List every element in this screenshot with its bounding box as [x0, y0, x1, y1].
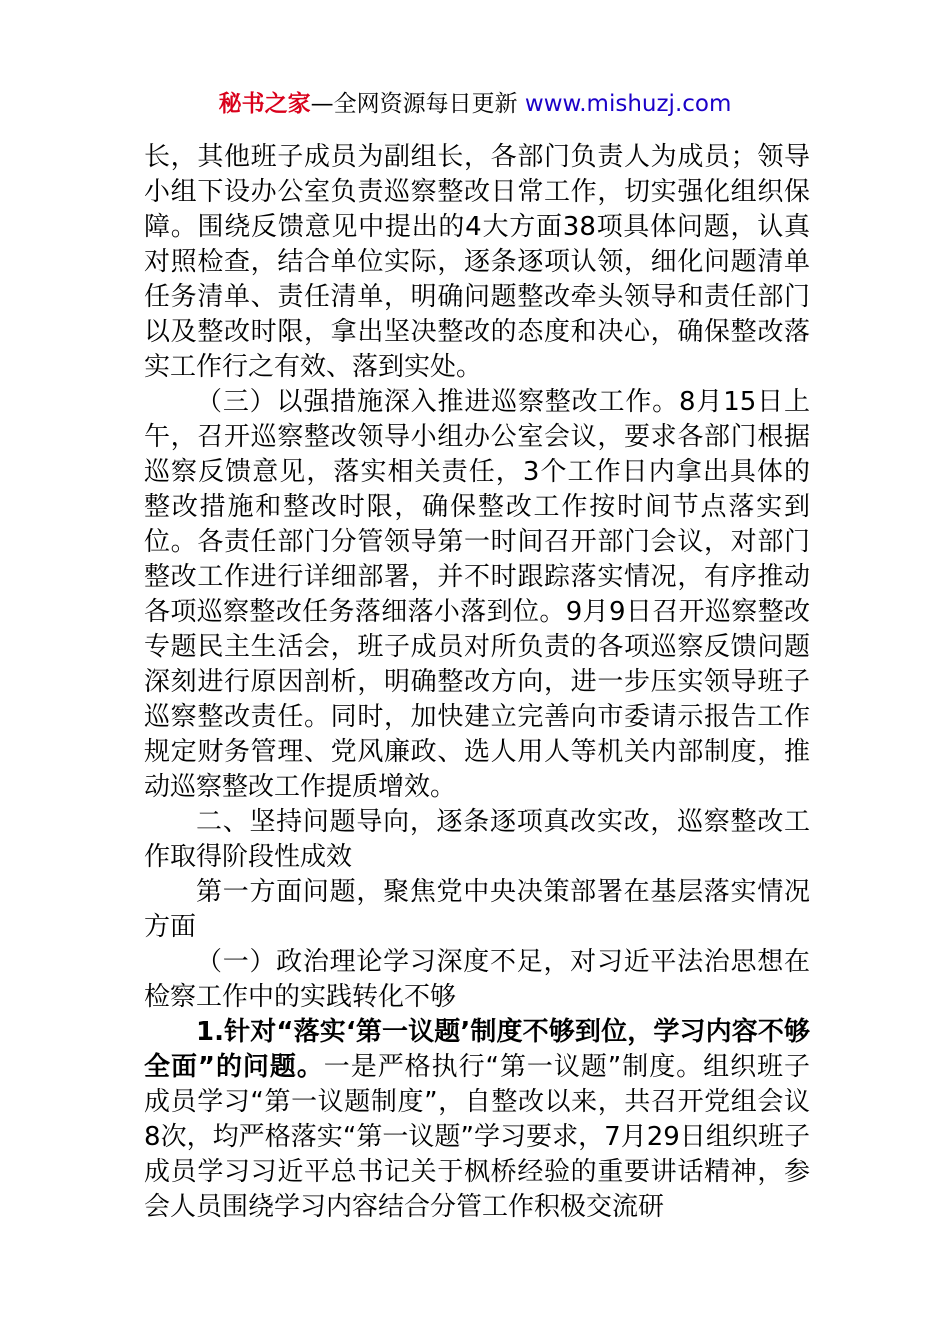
issue-heading-1: （一）政治理论学习深度不足，对习近平法治思想在检察工作中的实践转化不够 [144, 947, 810, 1012]
bold-lead-text: 1.针对“落实‘第一议题’制度不够到位，学习内容不够全面”的问题。 [144, 1017, 810, 1082]
paragraph-final [144, 1015, 810, 1225]
document-body [144, 140, 810, 1225]
paragraph-1: 长，其他班子成员为副组长，各部门负责人为成员；领导小组下设办公室负责巡察整改日常工作，切实强化组织保障。围绕反馈意见中提出的4大方面38项具体问题，认真对照检查，结合单位实际，逐条逐项认领，细化问题清单任务清单、责任清单，明确问题整改牵头领导和责任部门以及整改时限，拿出坚决整改的态度和决心，确保整改落实工作行之有效、落到实处。 [144, 142, 810, 382]
aspect-heading-1: 第一方面问题，聚焦党中央决策部署在基层落实情况方面 [144, 877, 810, 942]
site-url-link[interactable]: www.mishuzj.com [524, 91, 732, 117]
paragraph-2: （三）以强措施深入推进巡察整改工作。8月15日上午，召开巡察整改领导小组办公室会议，要求各部门根据巡察反馈意见，落实相关责任，3个工作日内拿出具体的整改措施和整改时限，确保整改工作按时间节点落实到位。各责任部门分管领导第一时间召开部门会议，对部门整改工作进行详细部署，并不时跟踪落实情况，有序推动各项巡察整改任务落细落小落到位。9月9日召开巡察整改专题民主生活会，班子成员对所负责的各项巡察反馈问题深刻进行原因剖析，明确整改方向，进一步压实领导班子巡察整改责任。同时，加快建立完善向市委请示报告工作规定财务管理、党风廉政、选人用人等机关内部制度，推动巡察整改工作提质增效。 [144, 387, 810, 802]
section-heading-2: 二、坚持问题导向，逐条逐项真改实改，巡察整改工作取得阶段性成效 [144, 807, 810, 872]
header-tagline: —全网资源每日更新 [310, 91, 525, 117]
page-header [0, 88, 950, 120]
brand-name: 秘书之家 [218, 91, 311, 117]
final-paragraph-text: 一是严格执行“第一议题”制度。组织班子成员学习“第一议题制度”，自整改以来，共召开党组会议8次，均严格落实“第一议题”学习要求，7月29日组织班子成员学习习近平总书记关于枫桥经验的重要讲话精神，参会人员围绕学习内容结合分管工作积极交流研 [144, 1052, 810, 1222]
